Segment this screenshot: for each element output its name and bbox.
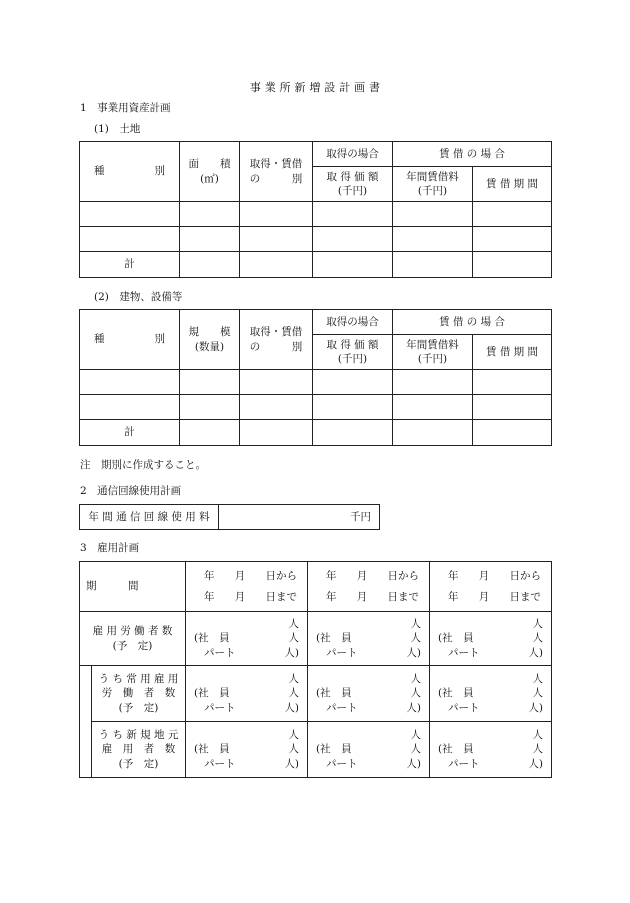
emp-row-label xyxy=(92,666,186,722)
kind-header xyxy=(80,142,180,202)
total-unit: 人 xyxy=(532,729,543,742)
acq-type-header xyxy=(240,310,313,370)
part-unit: 人) xyxy=(528,757,543,770)
emp-cell[interactable] xyxy=(430,722,552,778)
employment-table xyxy=(79,561,552,778)
part-label: パート xyxy=(326,646,358,659)
kind-char: 別 xyxy=(154,333,165,346)
row-label-line: (予 定) xyxy=(118,701,159,714)
staff-unit: 人 xyxy=(532,687,543,700)
year-label: 年 xyxy=(204,590,215,603)
staff-label: (社 員 xyxy=(316,632,352,645)
buildings-heading: (2) 建物、設備等 xyxy=(94,291,183,303)
cell[interactable] xyxy=(180,252,240,278)
cell[interactable] xyxy=(180,227,240,252)
day-to-label: 日まで xyxy=(265,590,297,603)
cell[interactable] xyxy=(180,420,240,446)
comm-value-cell[interactable] xyxy=(219,505,380,530)
acq-type-label-2: の 別 xyxy=(249,340,303,353)
acq-price-label: 取 得 価 額 xyxy=(326,170,379,183)
period-header xyxy=(80,562,186,612)
month-label: 月 xyxy=(478,570,490,583)
area-header xyxy=(180,142,240,202)
cell[interactable] xyxy=(393,395,473,420)
part-label: パート xyxy=(326,757,358,770)
period-cell[interactable] xyxy=(430,562,552,612)
total-label: 計 xyxy=(80,252,180,278)
cell[interactable] xyxy=(80,370,180,395)
staff-label: (社 員 xyxy=(438,687,474,700)
cell[interactable] xyxy=(180,370,240,395)
total-unit: 人 xyxy=(288,729,299,742)
cell[interactable] xyxy=(393,252,473,278)
staff-unit: 人 xyxy=(288,687,299,700)
emp-row-label xyxy=(92,722,186,778)
emp-cell[interactable] xyxy=(186,612,308,666)
month-label: 月 xyxy=(234,590,246,603)
acq-price-unit: (千円) xyxy=(337,353,368,365)
row-label-line: (予 定) xyxy=(112,639,153,652)
part-label: パート xyxy=(204,701,236,714)
part-label: パート xyxy=(448,646,480,659)
land-table xyxy=(79,141,552,278)
cell[interactable] xyxy=(240,370,313,395)
cell[interactable] xyxy=(393,370,473,395)
section1-heading: 1 事業用資産計画 xyxy=(80,102,171,114)
emp-cell[interactable] xyxy=(430,666,552,722)
emp-cell[interactable] xyxy=(430,612,552,666)
buildings-table xyxy=(79,309,552,446)
comm-table xyxy=(79,504,380,530)
staff-label: (社 員 xyxy=(316,687,352,700)
table-row xyxy=(80,370,552,395)
total-unit: 人 xyxy=(410,618,421,631)
lease-case-header: 賃 借 の 場 合 xyxy=(393,142,552,167)
part-label: パート xyxy=(204,757,236,770)
acq-price-unit: (千円) xyxy=(337,185,368,197)
year-label: 年 xyxy=(204,570,215,583)
total-unit: 人 xyxy=(410,673,421,686)
part-label: パート xyxy=(326,701,358,714)
annual-rent-label: 年間賃借料 xyxy=(406,338,459,351)
comm-unit: 千円 xyxy=(350,510,371,523)
part-unit: 人) xyxy=(284,646,299,659)
cell[interactable] xyxy=(313,227,393,252)
acq-price-label: 取 得 価 額 xyxy=(326,338,379,351)
emp-cell[interactable] xyxy=(308,612,430,666)
table-row xyxy=(80,395,552,420)
staff-label: (社 員 xyxy=(316,743,352,756)
cell[interactable] xyxy=(473,227,552,252)
cell[interactable] xyxy=(313,370,393,395)
row-label-line: 雇 用 者 数 xyxy=(101,743,176,756)
cell[interactable] xyxy=(240,202,313,227)
cell[interactable] xyxy=(473,420,552,446)
cell[interactable] xyxy=(80,227,180,252)
annual-rent-label: 年間賃借料 xyxy=(406,170,459,183)
emp-cell[interactable] xyxy=(186,666,308,722)
acq-type-label: 取得・賃借 xyxy=(249,326,303,339)
emp-row-total xyxy=(80,612,552,666)
cell[interactable] xyxy=(473,252,552,278)
year-label: 年 xyxy=(448,590,459,603)
cell[interactable] xyxy=(240,420,313,446)
staff-label: (社 員 xyxy=(194,687,230,700)
cell[interactable] xyxy=(393,227,473,252)
cell[interactable] xyxy=(80,395,180,420)
kind-header xyxy=(80,310,180,370)
total-row xyxy=(80,252,552,278)
total-unit: 人 xyxy=(532,618,543,631)
acq-type-label-2: の 別 xyxy=(249,172,303,185)
emp-cell[interactable] xyxy=(308,722,430,778)
part-label: パート xyxy=(204,646,236,659)
staff-label: (社 員 xyxy=(438,743,474,756)
acq-type-header xyxy=(240,142,313,202)
acq-type-label: 取得・賃借 xyxy=(249,158,303,171)
staff-label: (社 員 xyxy=(194,743,230,756)
staff-unit: 人 xyxy=(532,743,543,756)
staff-label: (社 員 xyxy=(194,632,230,645)
kind-char: 種 xyxy=(94,165,105,178)
acq-case-header: 取得の場合 xyxy=(313,142,393,167)
comm-label: 年 間 通 信 回 線 使 用 料 xyxy=(80,505,219,530)
part-unit: 人) xyxy=(528,701,543,714)
cell[interactable] xyxy=(313,395,393,420)
part-unit: 人) xyxy=(284,757,299,770)
lease-period-header: 賃 借 期 間 xyxy=(473,335,552,370)
scale-unit: (数量) xyxy=(194,340,225,353)
indent-cell xyxy=(80,666,92,778)
table-row xyxy=(80,202,552,227)
emp-row-label xyxy=(80,612,186,666)
period-cell[interactable] xyxy=(186,562,308,612)
cell[interactable] xyxy=(473,370,552,395)
cell[interactable] xyxy=(313,202,393,227)
annual-rent-header xyxy=(393,167,473,202)
day-to-label: 日まで xyxy=(387,590,419,603)
cell[interactable] xyxy=(473,202,552,227)
total-unit: 人 xyxy=(288,673,299,686)
part-unit: 人) xyxy=(528,646,543,659)
cell[interactable] xyxy=(313,420,393,446)
total-label: 計 xyxy=(80,420,180,446)
staff-unit: 人 xyxy=(532,632,543,645)
part-unit: 人) xyxy=(406,646,421,659)
acq-price-header xyxy=(313,167,393,202)
cell[interactable] xyxy=(393,202,473,227)
part-label: パート xyxy=(448,701,480,714)
annual-rent-unit: (千円) xyxy=(417,185,448,197)
land-heading: (1) 土地 xyxy=(94,123,141,135)
emp-row-regular xyxy=(80,666,552,722)
total-row xyxy=(80,420,552,446)
part-unit: 人) xyxy=(284,701,299,714)
area-label: 面 積 xyxy=(188,158,231,171)
section3-heading: 3 雇用計画 xyxy=(80,542,140,554)
part-unit: 人) xyxy=(406,701,421,714)
cell[interactable] xyxy=(313,252,393,278)
period-row xyxy=(80,562,552,612)
month-label: 月 xyxy=(356,570,368,583)
section2-heading: 2 通信回線使用計画 xyxy=(80,485,182,497)
lease-period-header: 賃 借 期 間 xyxy=(473,167,552,202)
lease-case-header: 賃 借 の 場 合 xyxy=(393,310,552,335)
staff-unit: 人 xyxy=(288,743,299,756)
scale-header xyxy=(180,310,240,370)
day-from-label: 日から xyxy=(265,570,297,583)
month-label: 月 xyxy=(356,590,368,603)
cell[interactable] xyxy=(240,227,313,252)
cell[interactable] xyxy=(180,202,240,227)
acq-price-header xyxy=(313,335,393,370)
part-label: パート xyxy=(448,757,480,770)
emp-cell[interactable] xyxy=(308,666,430,722)
part-unit: 人) xyxy=(406,757,421,770)
year-label: 年 xyxy=(448,570,459,583)
document-title: 事 業 所 新 増 設 計 画 書 xyxy=(249,81,381,94)
cell[interactable] xyxy=(473,395,552,420)
annual-rent-header xyxy=(393,335,473,370)
total-unit: 人 xyxy=(288,618,299,631)
row-label-line: (予 定) xyxy=(118,757,159,770)
row-label-line: 労 働 者 数 xyxy=(101,687,176,700)
staff-unit: 人 xyxy=(410,687,421,700)
period-cell[interactable] xyxy=(308,562,430,612)
table-row xyxy=(80,227,552,252)
day-from-label: 日から xyxy=(387,570,419,583)
cell[interactable] xyxy=(180,395,240,420)
row-label-line: う ち 常 用 雇 用 xyxy=(98,673,179,686)
year-label: 年 xyxy=(326,570,337,583)
cell[interactable] xyxy=(240,395,313,420)
total-unit: 人 xyxy=(410,729,421,742)
staff-label: (社 員 xyxy=(438,632,474,645)
emp-row-local xyxy=(80,722,552,778)
day-from-label: 日から xyxy=(509,570,541,583)
kind-char: 種 xyxy=(94,333,105,346)
cell[interactable] xyxy=(80,202,180,227)
cell[interactable] xyxy=(240,252,313,278)
cell[interactable] xyxy=(393,420,473,446)
row-label-line: 雇 用 労 働 者 数 xyxy=(92,625,173,638)
month-label: 月 xyxy=(234,570,246,583)
annual-rent-unit: (千円) xyxy=(417,353,448,365)
staff-unit: 人 xyxy=(410,632,421,645)
staff-unit: 人 xyxy=(410,743,421,756)
note: 注 期別に作成すること。 xyxy=(80,459,206,471)
day-to-label: 日まで xyxy=(509,590,541,603)
month-label: 月 xyxy=(478,590,490,603)
row-label-line: う ち 新 規 地 元 xyxy=(98,729,179,742)
emp-cell[interactable] xyxy=(186,722,308,778)
acq-case-header: 取得の場合 xyxy=(313,310,393,335)
kind-char: 別 xyxy=(154,165,165,178)
staff-unit: 人 xyxy=(288,632,299,645)
period-label: 期 間 xyxy=(86,580,139,593)
year-label: 年 xyxy=(326,590,337,603)
area-unit: (㎡) xyxy=(200,172,219,185)
scale-label: 規 模 xyxy=(188,326,231,339)
total-unit: 人 xyxy=(532,673,543,686)
